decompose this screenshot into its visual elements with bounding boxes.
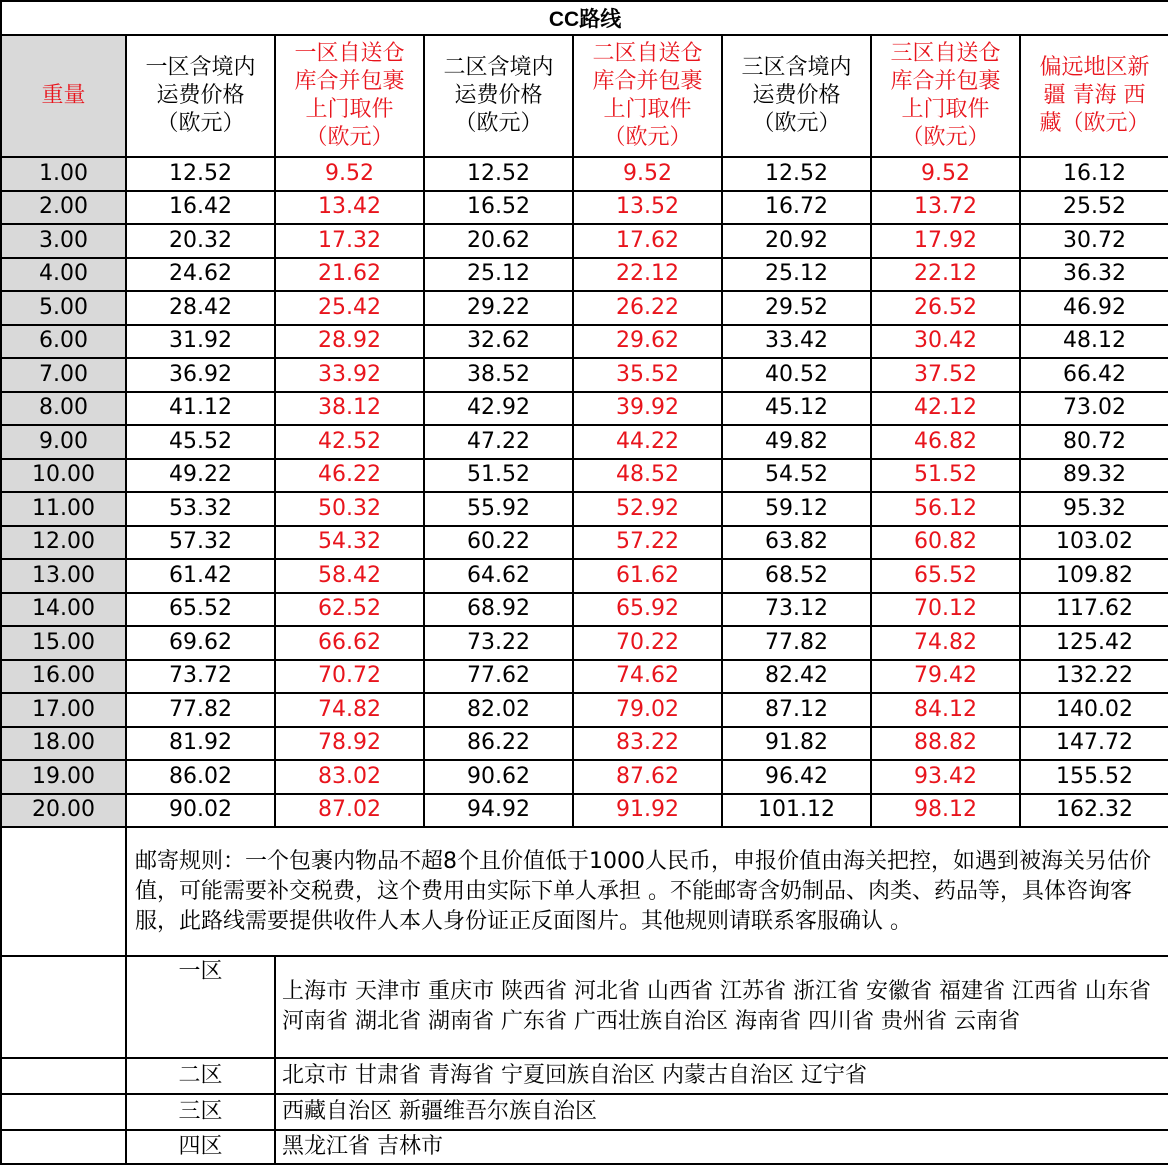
price-cell: 47.22 bbox=[424, 425, 573, 459]
table-row bbox=[1, 224, 1168, 258]
price-cell: 25.12 bbox=[424, 258, 573, 292]
zone-regions: 西藏自治区 新疆维吾尔族自治区 bbox=[275, 1094, 1168, 1130]
price-cell: 36.92 bbox=[126, 358, 275, 392]
zone-blank-cell bbox=[1, 1094, 126, 1130]
price-cell: 90.02 bbox=[126, 794, 275, 828]
table-row bbox=[1, 794, 1168, 828]
header-row bbox=[1, 35, 1168, 157]
table-row bbox=[1, 526, 1168, 560]
weight-cell: 16.00 bbox=[1, 660, 126, 694]
table-row bbox=[1, 392, 1168, 426]
price-cell: 88.82 bbox=[871, 727, 1020, 761]
zone-blank-cell bbox=[1, 1130, 126, 1164]
price-cell: 42.12 bbox=[871, 392, 1020, 426]
shipping-rules: 邮寄规则：一个包裹内物品不超8个且价值低于1000人民币，申报价值由海关把控，如遇到被海关另估价值，可能需要补交税费，这个费用由实际下单人承担 。不能邮寄含奶制品、肉类、药品等，具体咨询客服，此路线需要提供收件人本人身份证正反面图片。其他规则请联系客服确认 。 bbox=[126, 827, 1168, 956]
price-cell: 45.52 bbox=[126, 425, 275, 459]
price-cell: 82.42 bbox=[722, 660, 871, 694]
price-cell: 78.92 bbox=[275, 727, 424, 761]
table-row bbox=[1, 693, 1168, 727]
zone-blank-cell bbox=[1, 956, 126, 1058]
price-cell: 24.62 bbox=[126, 258, 275, 292]
price-cell: 28.92 bbox=[275, 325, 424, 359]
header-zone1-price: 一区含境内 运费价格 （欧元） bbox=[126, 35, 275, 157]
price-cell: 40.52 bbox=[722, 358, 871, 392]
price-cell: 57.32 bbox=[126, 526, 275, 560]
table-row bbox=[1, 593, 1168, 627]
zone-regions: 黑龙江省 吉林市 bbox=[275, 1130, 1168, 1164]
price-cell: 74.62 bbox=[573, 660, 722, 694]
price-cell: 39.92 bbox=[573, 392, 722, 426]
price-cell: 20.62 bbox=[424, 224, 573, 258]
price-cell: 65.52 bbox=[126, 593, 275, 627]
rules-row bbox=[1, 827, 1168, 956]
price-cell: 81.92 bbox=[126, 727, 275, 761]
price-cell: 21.62 bbox=[275, 258, 424, 292]
table-row bbox=[1, 660, 1168, 694]
weight-cell: 3.00 bbox=[1, 224, 126, 258]
price-cell: 60.82 bbox=[871, 526, 1020, 560]
zone-name: 三区 bbox=[126, 1094, 275, 1130]
header-zone1-self-send: 一区自送仓 库合并包裹 上门取件 （欧元） bbox=[275, 35, 424, 157]
price-cell: 46.92 bbox=[1020, 291, 1168, 325]
price-cell: 44.22 bbox=[573, 425, 722, 459]
price-cell: 162.32 bbox=[1020, 794, 1168, 828]
table-row bbox=[1, 358, 1168, 392]
price-cell: 29.62 bbox=[573, 325, 722, 359]
price-cell: 13.52 bbox=[573, 191, 722, 225]
price-cell: 73.02 bbox=[1020, 392, 1168, 426]
price-cell: 20.92 bbox=[722, 224, 871, 258]
price-cell: 45.12 bbox=[722, 392, 871, 426]
price-cell: 86.02 bbox=[126, 760, 275, 794]
price-cell: 87.02 bbox=[275, 794, 424, 828]
price-cell: 33.42 bbox=[722, 325, 871, 359]
price-cell: 37.52 bbox=[871, 358, 1020, 392]
table-row bbox=[1, 492, 1168, 526]
price-cell: 77.62 bbox=[424, 660, 573, 694]
price-cell: 66.42 bbox=[1020, 358, 1168, 392]
weight-cell: 12.00 bbox=[1, 526, 126, 560]
price-cell: 16.52 bbox=[424, 191, 573, 225]
price-cell: 46.22 bbox=[275, 459, 424, 493]
price-cell: 94.92 bbox=[424, 794, 573, 828]
table-row bbox=[1, 291, 1168, 325]
price-cell: 13.72 bbox=[871, 191, 1020, 225]
price-cell: 54.52 bbox=[722, 459, 871, 493]
table-row bbox=[1, 459, 1168, 493]
price-cell: 41.12 bbox=[126, 392, 275, 426]
header-zone3-price: 三区含境内 运费价格 （欧元） bbox=[722, 35, 871, 157]
header-zone3-self-send: 三区自送仓 库合并包裹 上门取件 （欧元） bbox=[871, 35, 1020, 157]
price-cell: 64.62 bbox=[424, 559, 573, 593]
header-weight: 重量 bbox=[1, 35, 126, 157]
price-cell: 49.82 bbox=[722, 425, 871, 459]
price-cell: 66.62 bbox=[275, 626, 424, 660]
price-cell: 16.42 bbox=[126, 191, 275, 225]
price-cell: 53.32 bbox=[126, 492, 275, 526]
price-cell: 48.52 bbox=[573, 459, 722, 493]
price-cell: 22.12 bbox=[573, 258, 722, 292]
price-cell: 155.52 bbox=[1020, 760, 1168, 794]
price-cell: 16.72 bbox=[722, 191, 871, 225]
price-cell: 68.92 bbox=[424, 593, 573, 627]
weight-cell: 15.00 bbox=[1, 626, 126, 660]
weight-cell: 11.00 bbox=[1, 492, 126, 526]
price-cell: 65.92 bbox=[573, 593, 722, 627]
header-remote-area: 偏远地区新 疆 青海 西 藏（欧元） bbox=[1020, 35, 1168, 157]
price-cell: 58.42 bbox=[275, 559, 424, 593]
zone-blank-cell bbox=[1, 1058, 126, 1094]
table-title: CC路线 bbox=[1, 1, 1168, 35]
weight-cell: 2.00 bbox=[1, 191, 126, 225]
weight-cell: 4.00 bbox=[1, 258, 126, 292]
price-cell: 77.82 bbox=[126, 693, 275, 727]
price-cell: 74.82 bbox=[871, 626, 1020, 660]
weight-cell: 13.00 bbox=[1, 559, 126, 593]
price-cell: 84.12 bbox=[871, 693, 1020, 727]
weight-cell: 1.00 bbox=[1, 157, 126, 191]
price-cell: 125.42 bbox=[1020, 626, 1168, 660]
weight-cell: 8.00 bbox=[1, 392, 126, 426]
price-cell: 28.42 bbox=[126, 291, 275, 325]
price-cell: 86.22 bbox=[424, 727, 573, 761]
table-row bbox=[1, 626, 1168, 660]
price-cell: 117.62 bbox=[1020, 593, 1168, 627]
price-cell: 61.42 bbox=[126, 559, 275, 593]
table-row bbox=[1, 727, 1168, 761]
price-cell: 62.52 bbox=[275, 593, 424, 627]
price-cell: 98.12 bbox=[871, 794, 1020, 828]
price-cell: 65.52 bbox=[871, 559, 1020, 593]
price-cell: 46.82 bbox=[871, 425, 1020, 459]
price-cell: 95.32 bbox=[1020, 492, 1168, 526]
price-cell: 32.62 bbox=[424, 325, 573, 359]
price-cell: 17.62 bbox=[573, 224, 722, 258]
zone-regions: 北京市 甘肃省 青海省 宁夏回族自治区 内蒙古自治区 辽宁省 bbox=[275, 1058, 1168, 1094]
price-cell: 70.12 bbox=[871, 593, 1020, 627]
zone-row bbox=[1, 1058, 1168, 1094]
price-cell: 79.02 bbox=[573, 693, 722, 727]
price-cell: 93.42 bbox=[871, 760, 1020, 794]
price-cell: 30.72 bbox=[1020, 224, 1168, 258]
weight-cell: 5.00 bbox=[1, 291, 126, 325]
price-cell: 29.52 bbox=[722, 291, 871, 325]
price-cell: 96.42 bbox=[722, 760, 871, 794]
price-cell: 68.52 bbox=[722, 559, 871, 593]
price-cell: 22.12 bbox=[871, 258, 1020, 292]
price-cell: 91.82 bbox=[722, 727, 871, 761]
price-cell: 12.52 bbox=[126, 157, 275, 191]
zone-name: 二区 bbox=[126, 1058, 275, 1094]
price-cell: 29.22 bbox=[424, 291, 573, 325]
price-cell: 26.52 bbox=[871, 291, 1020, 325]
price-cell: 9.52 bbox=[871, 157, 1020, 191]
price-cell: 132.22 bbox=[1020, 660, 1168, 694]
header-zone2-price: 二区含境内 运费价格 （欧元） bbox=[424, 35, 573, 157]
price-cell: 60.22 bbox=[424, 526, 573, 560]
price-cell: 140.02 bbox=[1020, 693, 1168, 727]
price-cell: 17.32 bbox=[275, 224, 424, 258]
price-cell: 63.82 bbox=[722, 526, 871, 560]
price-cell: 77.82 bbox=[722, 626, 871, 660]
price-cell: 80.72 bbox=[1020, 425, 1168, 459]
price-cell: 49.22 bbox=[126, 459, 275, 493]
price-cell: 52.92 bbox=[573, 492, 722, 526]
price-cell: 48.12 bbox=[1020, 325, 1168, 359]
price-cell: 59.12 bbox=[722, 492, 871, 526]
header-zone2-self-send: 二区自送仓 库合并包裹 上门取件 （欧元） bbox=[573, 35, 722, 157]
price-cell: 16.12 bbox=[1020, 157, 1168, 191]
weight-cell: 6.00 bbox=[1, 325, 126, 359]
rules-blank-cell bbox=[1, 827, 126, 956]
table-row bbox=[1, 191, 1168, 225]
zone-name: 一区 bbox=[126, 956, 275, 1058]
price-cell: 73.22 bbox=[424, 626, 573, 660]
price-cell: 38.12 bbox=[275, 392, 424, 426]
price-cell: 17.92 bbox=[871, 224, 1020, 258]
weight-cell: 19.00 bbox=[1, 760, 126, 794]
price-cell: 25.12 bbox=[722, 258, 871, 292]
price-cell: 35.52 bbox=[573, 358, 722, 392]
zone-regions: 上海市 天津市 重庆市 陕西省 河北省 山西省 江苏省 浙江省 安徽省 福建省 江西省 山东省 河南省 湖北省 湖南省 广东省 广西壮族自治区 海南省 四川省 贵州省 云南省 bbox=[275, 956, 1168, 1058]
price-cell: 73.72 bbox=[126, 660, 275, 694]
zone-row bbox=[1, 1130, 1168, 1164]
zone-name: 四区 bbox=[126, 1130, 275, 1164]
table-row bbox=[1, 559, 1168, 593]
price-cell: 25.42 bbox=[275, 291, 424, 325]
weight-cell: 10.00 bbox=[1, 459, 126, 493]
weight-cell: 17.00 bbox=[1, 693, 126, 727]
price-cell: 56.12 bbox=[871, 492, 1020, 526]
weight-cell: 14.00 bbox=[1, 593, 126, 627]
price-cell: 57.22 bbox=[573, 526, 722, 560]
zone-row bbox=[1, 956, 1168, 1058]
price-cell: 82.02 bbox=[424, 693, 573, 727]
price-cell: 103.02 bbox=[1020, 526, 1168, 560]
price-cell: 55.92 bbox=[424, 492, 573, 526]
price-cell: 83.22 bbox=[573, 727, 722, 761]
table-row bbox=[1, 760, 1168, 794]
price-cell: 109.82 bbox=[1020, 559, 1168, 593]
price-cell: 87.12 bbox=[722, 693, 871, 727]
price-cell: 54.32 bbox=[275, 526, 424, 560]
price-cell: 89.32 bbox=[1020, 459, 1168, 493]
price-cell: 147.72 bbox=[1020, 727, 1168, 761]
table-row bbox=[1, 425, 1168, 459]
price-cell: 51.52 bbox=[871, 459, 1020, 493]
table-row bbox=[1, 157, 1168, 191]
zone-row bbox=[1, 1094, 1168, 1130]
weight-cell: 9.00 bbox=[1, 425, 126, 459]
price-cell: 38.52 bbox=[424, 358, 573, 392]
weight-cell: 18.00 bbox=[1, 727, 126, 761]
price-cell: 69.62 bbox=[126, 626, 275, 660]
price-cell: 33.92 bbox=[275, 358, 424, 392]
table-row bbox=[1, 325, 1168, 359]
price-cell: 12.52 bbox=[722, 157, 871, 191]
price-cell: 61.62 bbox=[573, 559, 722, 593]
price-cell: 70.72 bbox=[275, 660, 424, 694]
price-cell: 9.52 bbox=[275, 157, 424, 191]
price-cell: 51.52 bbox=[424, 459, 573, 493]
table-row bbox=[1, 258, 1168, 292]
price-cell: 26.22 bbox=[573, 291, 722, 325]
price-cell: 30.42 bbox=[871, 325, 1020, 359]
price-cell: 12.52 bbox=[424, 157, 573, 191]
price-cell: 50.32 bbox=[275, 492, 424, 526]
price-cell: 9.52 bbox=[573, 157, 722, 191]
price-cell: 90.62 bbox=[424, 760, 573, 794]
weight-cell: 20.00 bbox=[1, 794, 126, 828]
price-cell: 87.62 bbox=[573, 760, 722, 794]
price-cell: 42.92 bbox=[424, 392, 573, 426]
price-cell: 74.82 bbox=[275, 693, 424, 727]
price-cell: 13.42 bbox=[275, 191, 424, 225]
price-cell: 70.22 bbox=[573, 626, 722, 660]
price-cell: 36.32 bbox=[1020, 258, 1168, 292]
price-cell: 31.92 bbox=[126, 325, 275, 359]
price-cell: 25.52 bbox=[1020, 191, 1168, 225]
price-cell: 101.12 bbox=[722, 794, 871, 828]
weight-cell: 7.00 bbox=[1, 358, 126, 392]
price-cell: 83.02 bbox=[275, 760, 424, 794]
price-cell: 91.92 bbox=[573, 794, 722, 828]
price-cell: 20.32 bbox=[126, 224, 275, 258]
price-cell: 73.12 bbox=[722, 593, 871, 627]
price-cell: 79.42 bbox=[871, 660, 1020, 694]
price-cell: 42.52 bbox=[275, 425, 424, 459]
